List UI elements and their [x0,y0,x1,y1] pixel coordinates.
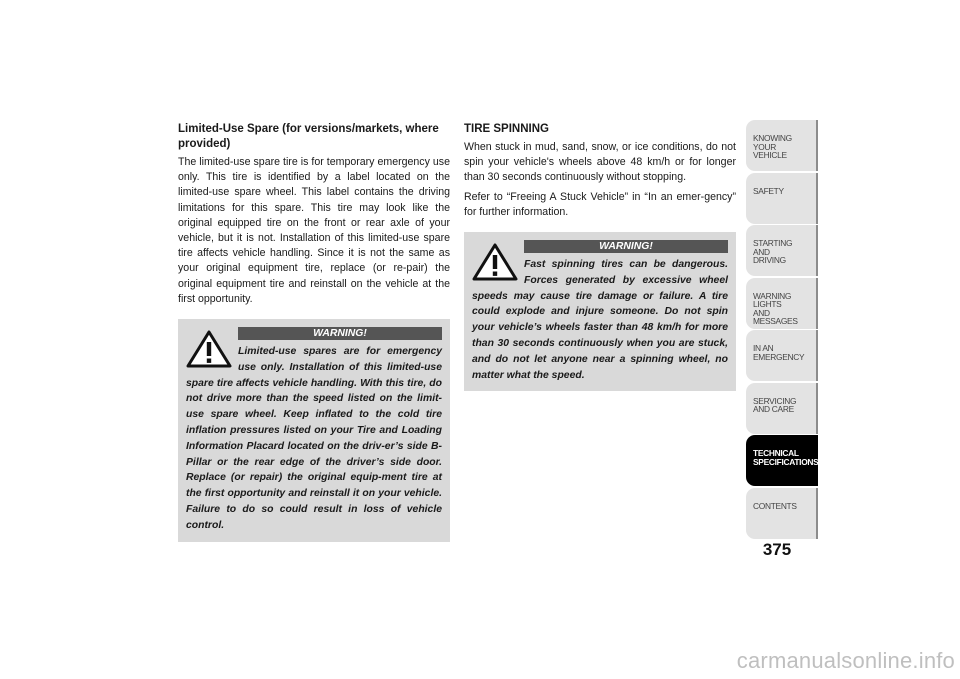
tab-label: SERVICING AND CARE [753,395,797,415]
warning-triangle-icon [186,329,232,369]
tab-label: TECHNICAL SPECIFICATIONS [753,448,819,467]
warning-box-tire-spinning [464,232,736,391]
tab-label: IN AN EMERGENCY [753,343,805,362]
tab-label: KNOWING YOUR VEHICLE [753,133,792,161]
tab-label: SAFETY [753,185,784,196]
warning-box-limited-spare [178,319,450,542]
tab-technical-specifications[interactable] [746,435,818,486]
tire-spinning-paragraph-2: Refer to “Freeing A Stuck Vehicle” in “In an emer-gency” for further information. [464,190,736,218]
section-heading-tire-spinning: TIRE SPINNING [464,123,549,135]
watermark: carmanualsonline.info [736,648,955,673]
warning-triangle-icon [472,242,518,282]
tab-knowing-your-vehicle[interactable] [746,120,818,171]
tab-safety[interactable] [746,173,818,224]
warning-text: Fast spinning tires can be dangerous. Forces generated by excessive wheel speeds may cause tire damage or failure. A tire could explode and injure someone. Do not spin your vehicle’s wheels faster than 48 km/h for more than 30 seconds continuously when you are stuck, and do not let anyone near a spinning wheel, no matter what the speed. [472,259,728,381]
tab-warning-lights-and-messages[interactable] [746,278,818,329]
warning-title: WARNING! [524,240,728,253]
right-column [464,122,736,391]
tab-starting-and-driving[interactable] [746,225,818,276]
tab-label: STARTING AND DRIVING [753,238,793,266]
tab-label: CONTENTS [753,500,797,511]
page-number: 375 [762,540,792,559]
tab-servicing-and-care[interactable] [746,383,818,434]
tab-label: WARNING LIGHTS AND MESSAGES [753,290,798,327]
section-heading-limited-use-spare: Limited-Use Spare (for versions/markets, where provided) [178,123,439,150]
limited-use-spare-paragraph: The limited-use spare tire is for temporary emergency use only. This tire is identified by a label located on the limited-use spare wheel. This label contains the driving limitations for this spare. This tire may look like the original equipped tire on the front or rear axle of your vehicle, but it is not. Installation of this limited-use spare tire affects vehicle handling. Since it is not the same as your original equipment tire, replace (or re-pair) the original equipment tire and reinstall on the vehicle at the first opportunity. [178,156,450,305]
tire-spinning-paragraph-1: When stuck in mud, sand, snow, or ice conditions, do not spin your vehicle's wheels above 48 km/h or for longer than 30 seconds continuously without stopping. [464,141,736,184]
chapter-tabs [746,120,818,540]
tab-contents[interactable] [746,488,818,539]
warning-text: Limited-use spares are for emergency use only. Installation of this limited-use spare tire affects vehicle handling. With this tire, do not drive more than the speed listed on the limit-use spare wheel. Keep inflated to the cold tire inflation pressures listed on your Tire and Loading Information Placard located on the driv-er’s side B-Pillar or the rear edge of the driver’s side door. Replace (or repair) the original equip-ment tire at the first opportunity and reinstall it on your vehicle. Failure to do so could result in loss of vehicle control. [186,346,442,531]
left-column [178,122,450,542]
tab-in-an-emergency[interactable] [746,330,818,381]
warning-title: WARNING! [238,327,442,340]
